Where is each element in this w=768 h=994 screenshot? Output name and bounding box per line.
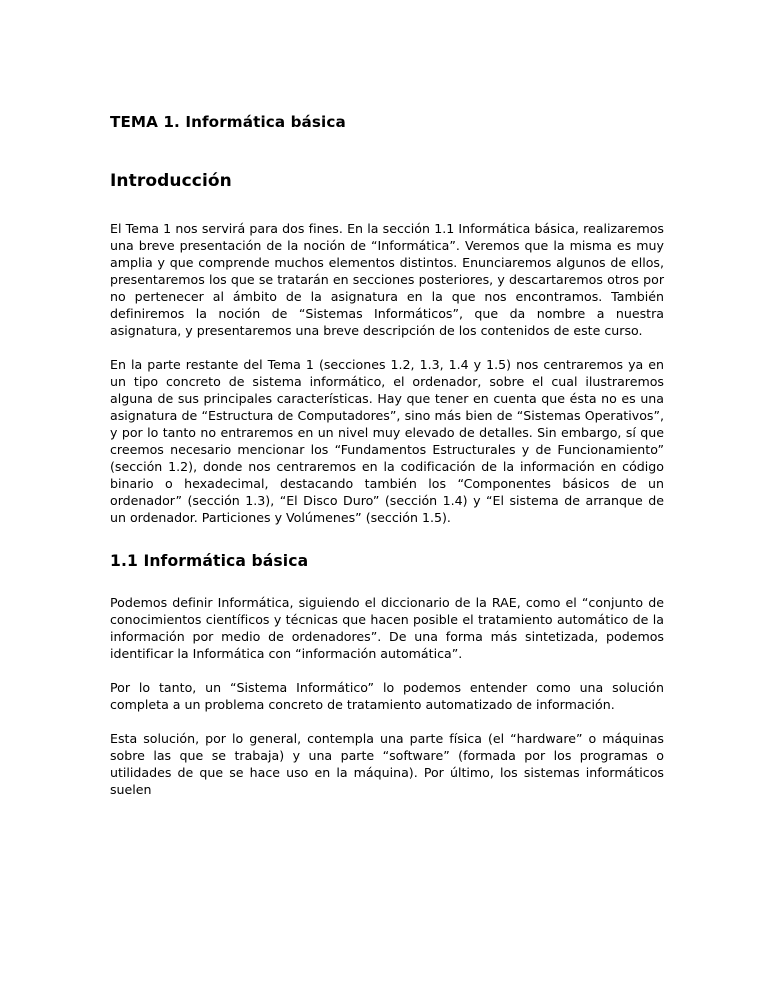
spacer xyxy=(110,192,664,220)
paragraph-1-1-2: Por lo tanto, un “Sistema Informático” lo podemos entender como una solución completa a un problema concreto de tratamiento automatizado de información. xyxy=(110,680,664,712)
paragraph-1-1-3: Esta solución, por lo general, contempla una parte física (el “hardware” o máquinas sobre las que se trabaja) y una parte “software” (formada por los programas o utilidades de que se hace uso en la máquina). Por último, los sistemas informáticos suelen xyxy=(110,731,664,797)
spacer xyxy=(110,339,664,356)
page-content xyxy=(110,112,664,798)
spacer xyxy=(110,662,664,679)
paragraph-intro-1: El Tema 1 nos servirá para dos fines. En la sección 1.1 Informática básica, realizaremos una breve presentación de la noción de “Informática”. Veremos que la misma es muy amplia y que comprende muchos elementos distintos. Enunciaremos algunos de ellos, presentaremos los que se tratarán en secciones posteriores, y descartaremos otros por no pertenecer al ámbito de la asignatura en la que nos encontramos. También definiremos la noción de “Sistemas Informáticos”, que da nombre a nuestra asignatura, y presentaremos una breve descripción de los contenidos de este curso. xyxy=(110,221,664,338)
spacer xyxy=(110,713,664,730)
spacer xyxy=(110,132,664,170)
spacer xyxy=(110,526,664,551)
heading-1-1-informatica-basica: 1.1 Informática básica xyxy=(110,552,309,570)
spacer xyxy=(110,572,664,594)
page-title: TEMA 1. Informática básica xyxy=(110,113,346,131)
heading-introduccion: Introducción xyxy=(110,171,232,191)
paragraph-1-1-1: Podemos definir Informática, siguiendo el diccionario de la RAE, como el “conjunto de conocimientos científicos y técnicas que hacen posible el tratamiento automático de la información por medio de ordenadores”. De una forma más sintetizada, podemos identificar la Informática con “información automática”. xyxy=(110,595,664,661)
paragraph-intro-2: En la parte restante del Tema 1 (secciones 1.2, 1.3, 1.4 y 1.5) nos centraremos ya en un tipo concreto de sistema informático, el ordenador, sobre el cual ilustraremos alguna de sus principales características. Hay que tener en cuenta que ésta no es una asignatura de “Estructura de Computadores”, sino más bien de “Sistemas Operativos”, y por lo tanto no entraremos en un nivel muy elevado de detalles. Sin embargo, sí que creemos necesario mencionar los “Fundamentos Estructurales y de Funcionamiento” (sección 1.2), donde nos centraremos en la codificación de la información en código binario o hexadecimal, destacando también los “Componentes básicos de un ordenador” (sección 1.3), “El Disco Duro” (sección 1.4) y “El sistema de arranque de un ordenador. Particiones y Volúmenes” (sección 1.5). xyxy=(110,357,664,525)
